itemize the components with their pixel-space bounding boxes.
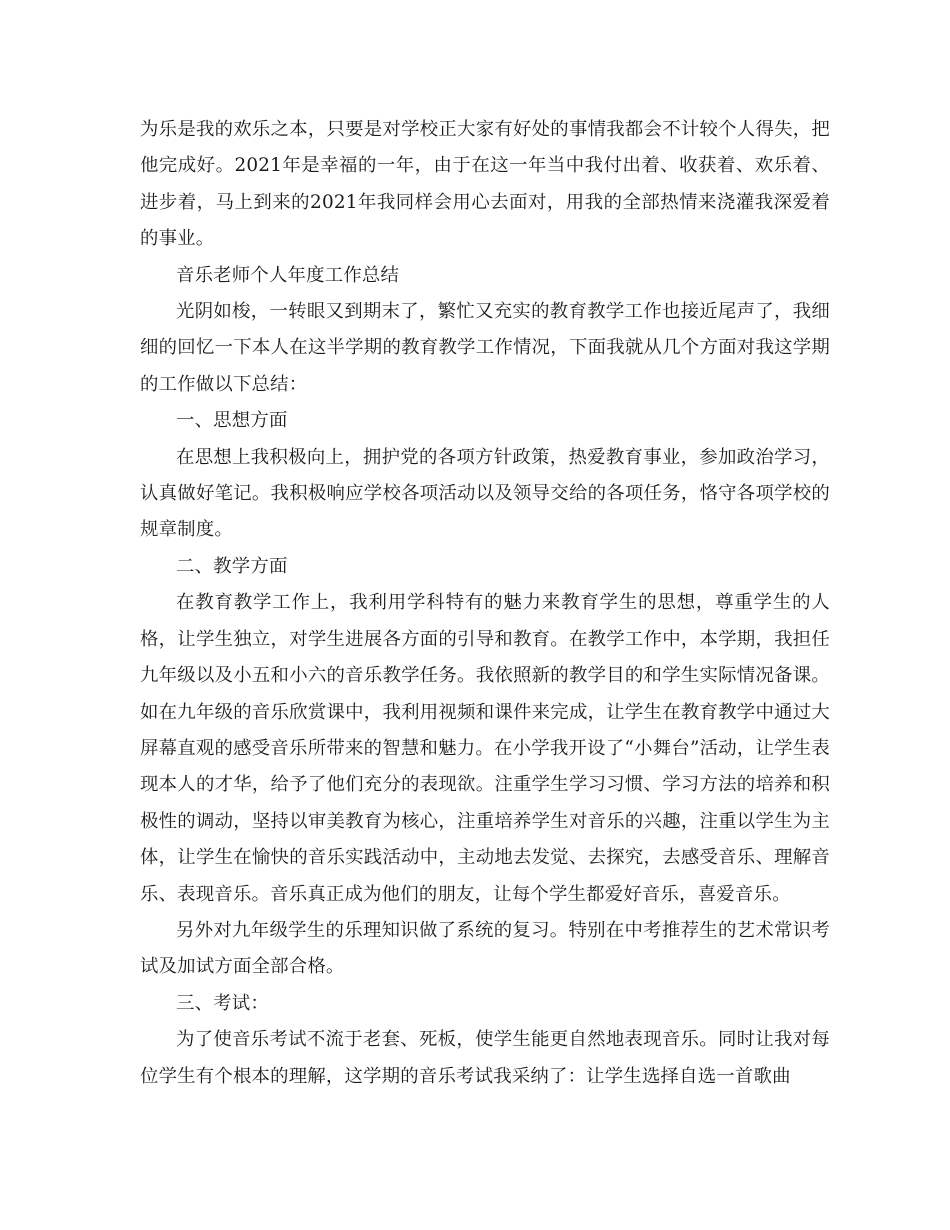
paragraph-exam: 为了使音乐考试不流于老套、死板，使学生能更自然地表现音乐。同时让我对每位学生有个根本的理解，这学期的音乐考试我采纳了：让学生选择自选一首歌曲 (140, 1029, 830, 1087)
paragraph-teaching: 在教育教学工作上，我利用学科特有的魅力来教育学生的思想，尊重学生的人格，让学生独立，对学生进展各方面的引导和教育。在教学工作中，本学期，我担任九年级以及小五和小六的音乐教学任务。我依照新的教学目的和学生实际情况备课。如在九年级的音乐欣赏课中，我利用视频和课件来完成，让学生在教育教学中通过大屏幕直观的感受音乐所带来的智慧和魅力。在小学我开设了“小舞台”活动，让学生表现本人的才华，给予了他们充分的表现欲。注重学生学习习惯、学习方法的培养和积极性的调动，坚持以审美教育为核心，注重培养学生对音乐的兴趣，注重以学生为主体，让学生在愉快的音乐实践活动中，主动地去发觉、去探究，去感受音乐、理解音乐、表现音乐。音乐真正成为他们的朋友，让每个学生都爱好音乐，喜爱音乐。 (140, 592, 830, 905)
document-body (140, 112, 830, 1095)
section-heading-exam: 三、考试： (176, 992, 269, 1014)
paragraph-thought: 在思想上我积极向上，拥护党的各项方针政策，热爱教育事业，参加政治学习，认真做好笔记。我积极响应学校各项活动以及领导交给的各项任务，恪守各项学校的规章制度。 (140, 446, 830, 541)
paragraph-review: 另外对九年级学生的乐理知识做了系统的复习。特别在中考推荐生的艺术常识考试及加试方面全部合格。 (140, 919, 830, 978)
section-heading-thought: 一、思想方面 (176, 410, 288, 432)
document-title: 音乐老师个人年度工作总结 (176, 264, 400, 286)
paragraph-intro: 光阴如梭，一转眼又到期末了，繁忙又充实的教育教学工作也接近尾声了，我细细的回忆一下本人在这半学期的教育教学工作情况，下面我就从几个方面对我这学期的工作做以下总结： (140, 301, 830, 395)
section-heading-teaching: 二、教学方面 (176, 555, 288, 577)
paragraph-continuation: 为乐是我的欢乐之本，只要是对学校正大家有好处的事情我都会不计较个人得失，把他完成好。2021年是幸福的一年，由于在这一年当中我付出着、收获着、欢乐着、进步着，马上到来的2021年我同样会用心去面对，用我的全部热情来浇灌我深爱着的事业。 (140, 119, 830, 250)
